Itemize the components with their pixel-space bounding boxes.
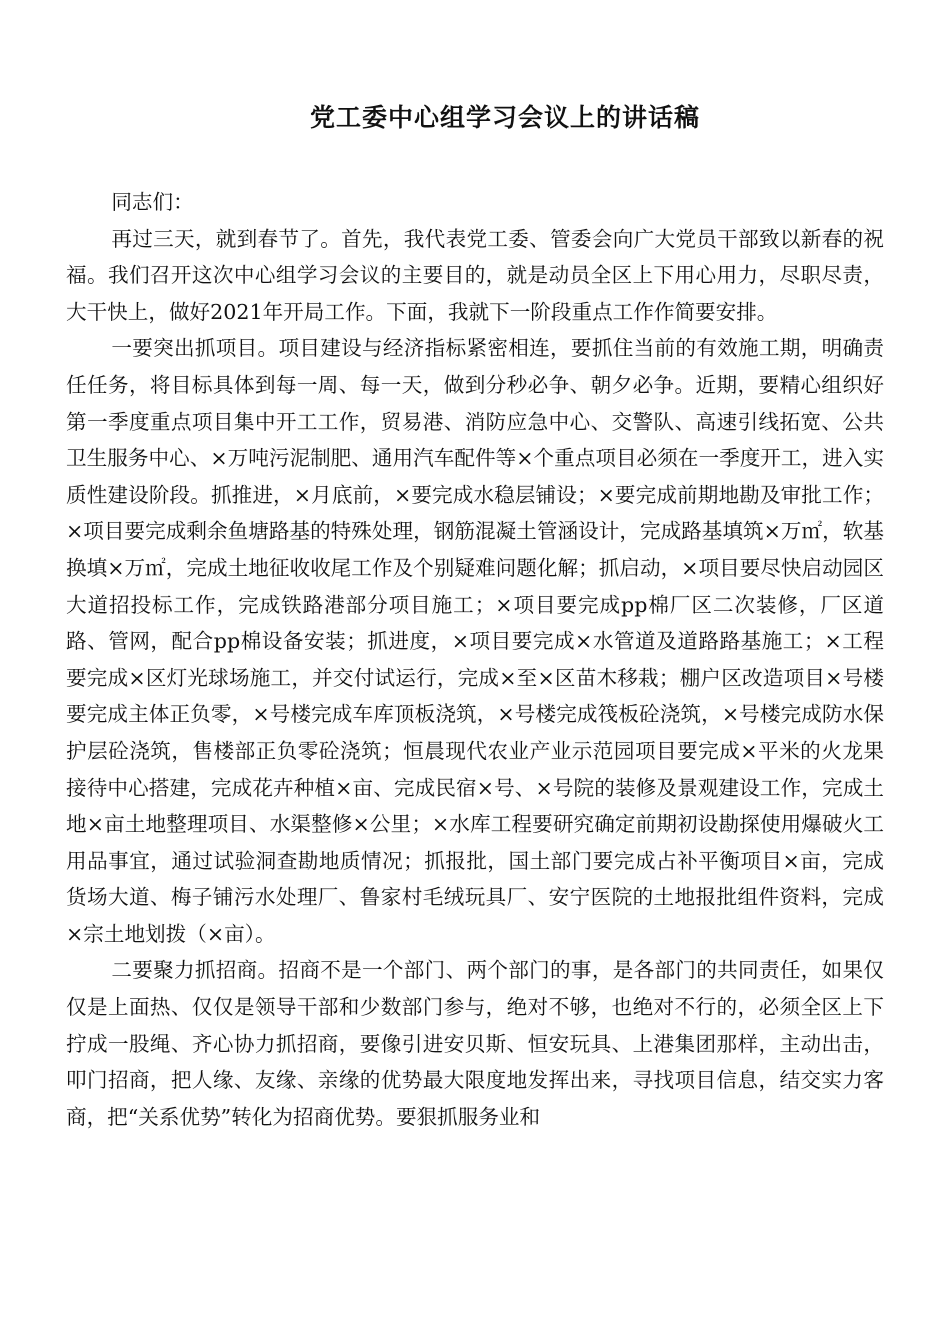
salutation-paragraph: 同志们： — [111, 190, 194, 214]
investment-paragraph: 二要聚力抓招商。招商不是一个部门、两个部门的事，是各部门的共同责任，如果仅仅是上面热、仅仅是领导干部和少数部门参与，绝对不够，也绝对不行的，必须全区上下拧成一股绳、齐心协力抓招商，要像引进安贝斯、恒安玩具、上港集团那样，主动出击，叩门招商，把人缘、友缘、亲缘的优势最大限度地发挥出来，寻找项目信息，结交实力客商，把“关系优势”转化为招商优势。要狠抓服务业和 — [66, 958, 884, 1129]
projects-paragraph: 一要突出抓项目。项目建设与经济指标紧密相连，要抓住当前的有效施工期，明确责任任务，将目标具体到每一周、每一天，做到分秒必争、朝夕必争。近期，要精心组织好第一季度重点项目集中开工工作，贸易港、消防应急中心、交警队、高速引线拓宽、公共卫生服务中心、×万吨污泥制肥、通用汽车配件等×个重点项目必须在一季度开工，进入实质性建设阶段。抓推进，×月底前，×要完成水稳层铺设；×要完成前期地勘及审批工作；×项目要完成剩余鱼塘路基的特殊处理，钢筋混凝土管涵设计，完成路基填筑×万㎡，软基换填×万㎡，完成土地征收收尾工作及个别疑难问题化解；抓启动，×项目要尽快启动园区大道招投标工作，完成铁路港部分项目施工；×项目要完成pp棉厂区二次装修，厂区道路、管网，配合pp棉设备安装；抓进度，×项目要完成×水管道及道路路基施工；×工程要完成×区灯光球场施工，并交付试运行，完成×至×区苗木移栽；棚户区改造项目×号楼要完成主体正负零，×号楼完成车库顶板浇筑，×号楼完成筏板砼浇筑，×号楼完成防水保护层砼浇筑，售楼部正负零砼浇筑；恒晨现代农业产业示范园项目要完成×平米的火龙果接待中心搭建，完成花卉种植×亩、完成民宿×号、×号院的装修及景观建设工作，完成土地×亩土地整理项目、水渠整修×公里；×水库工程要研究确定前期初设勘探使用爆破火工用品事宜，通过试验洞查勘地质情况；抓报批，国土部门要完成占补平衡项目×亩，完成货场大道、梅子铺污水处理厂、鲁家村毛绒玩具厂、安宁医院的土地报批组件资料，完成×宗土地划拨（×亩）。 — [66, 336, 884, 946]
intro-paragraph: 再过三天，就到春节了。首先，我代表党工委、管委会向广大党员干部致以新春的祝福。我们召开这次中心组学习会议的主要目的，就是动员全区上下用心用力，尽职尽责，大干快上，做好2021年开局工作。下面，我就下一阶段重点工作作简要安排。 — [66, 226, 884, 324]
document-body — [66, 184, 884, 1135]
document-title: 党工委中心组学习会议上的讲话稿 — [309, 103, 700, 132]
